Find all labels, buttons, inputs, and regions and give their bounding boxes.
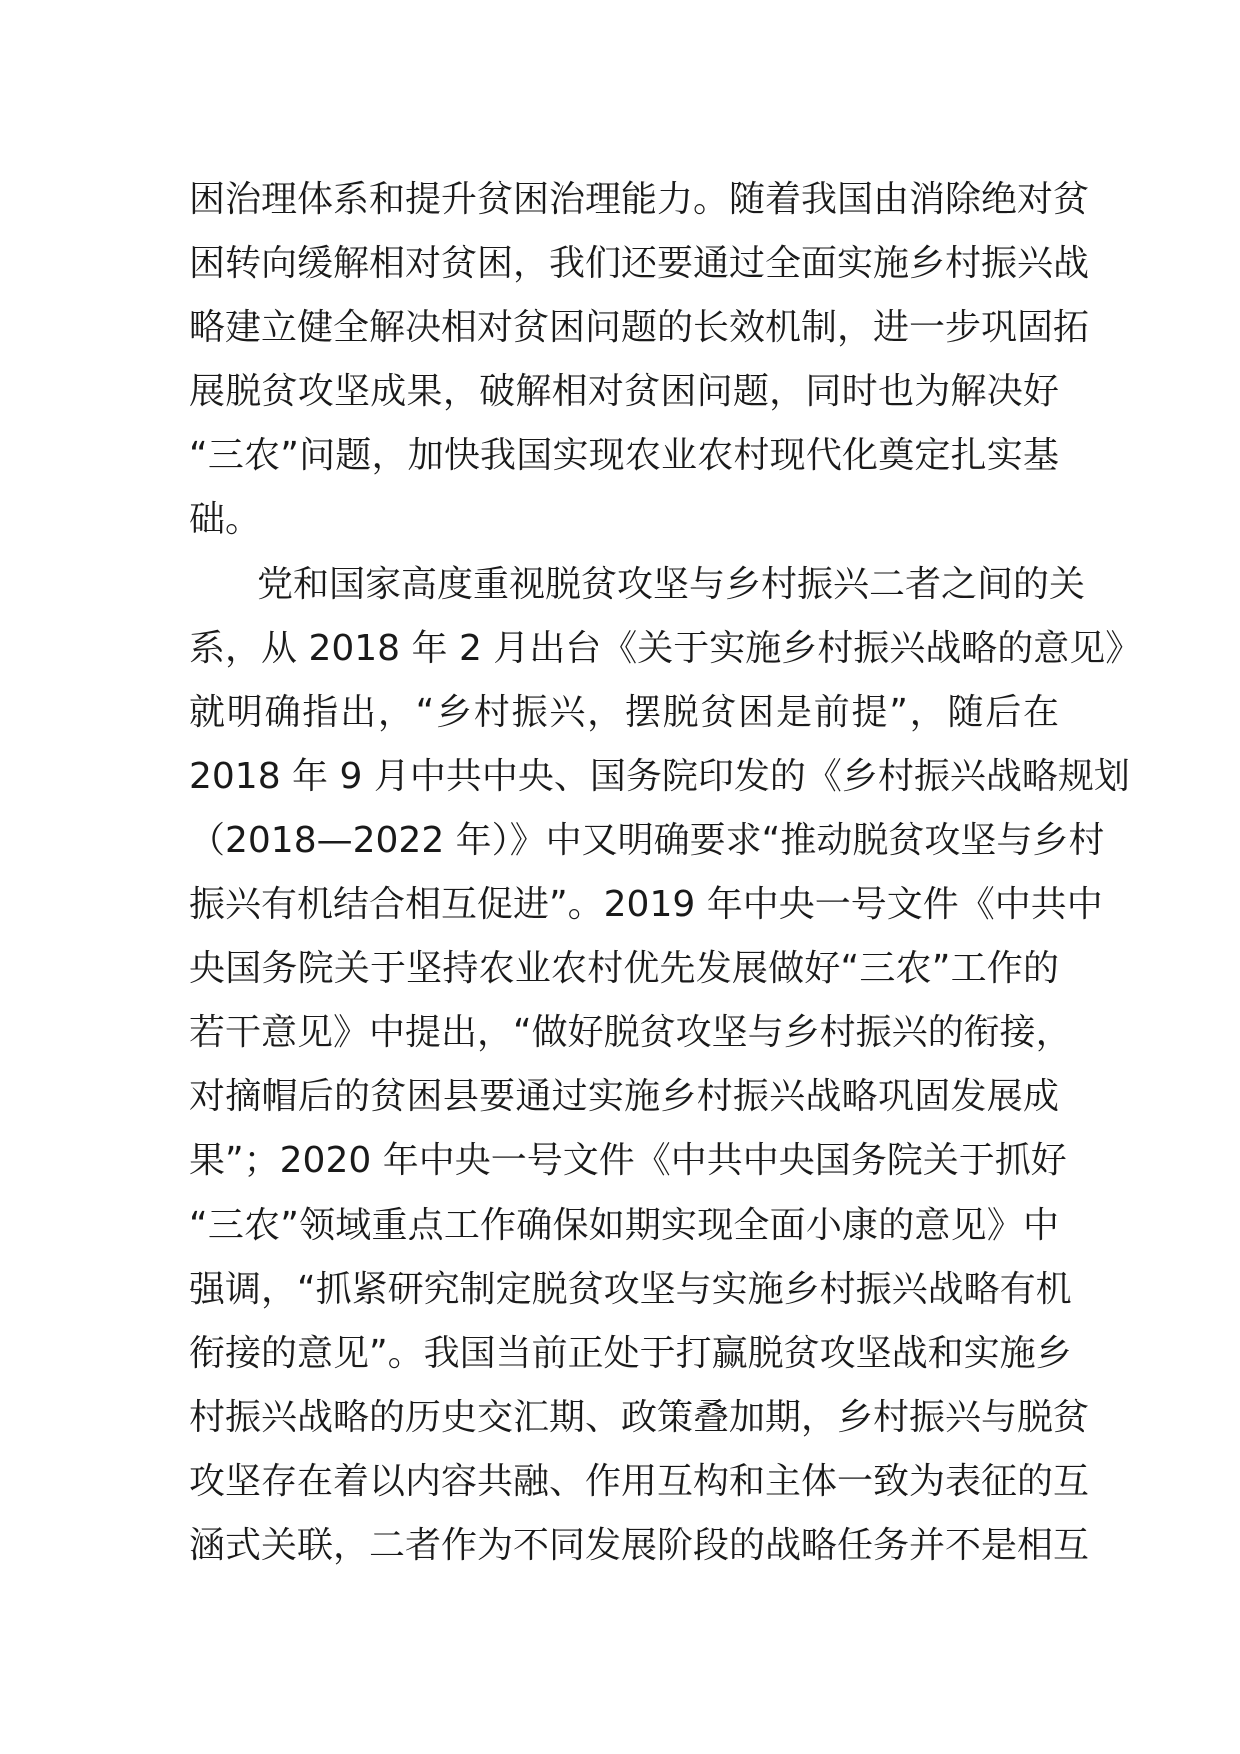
text-line: 就明确指出，“乡村振兴，摆脱贫困是前提”，随后在 [189, 691, 1059, 733]
text-line: 央国务院关于坚持农业农村优先发展做好“三农”工作的 [189, 948, 1059, 990]
text-line-indented: 党和国家高度重视脱贫攻坚与乡村振兴二者之间的关 [257, 563, 1086, 605]
text-line: 2018 年 9 月中共中央、国务院印发的《乡村振兴战略规划 [189, 755, 1130, 797]
text-line: 础。 [189, 499, 262, 541]
text-line: 若干意见》中提出，“做好脱贫攻坚与乡村振兴的衔接， [189, 1012, 1072, 1054]
text-line: 振兴有机结合相互促进”。2019 年中央一号文件《中共中 [189, 884, 1103, 926]
text-line: 强调，“抓紧研究制定脱贫攻坚与实施乡村振兴战略有机 [189, 1268, 1072, 1310]
text-line: 系，从 2018 年 2 月出台《关于实施乡村振兴战略的意见》 [189, 627, 1142, 669]
text-line: 村振兴战略的历史交汇期、政策叠加期，乡村振兴与脱贫 [189, 1396, 1090, 1438]
text-line: 攻坚存在着以内容共融、作用互构和主体一致为表征的互 [189, 1460, 1090, 1502]
text-line: 略建立健全解决相对贫困问题的长效机制，进一步巩固拓 [189, 307, 1090, 349]
text-line: “三农”问题，加快我国实现农业农村现代化奠定扎实基 [189, 435, 1059, 477]
text-line: （2018—2022 年）》中又明确要求“推动脱贫攻坚与乡村 [189, 819, 1105, 861]
text-line: 衔接的意见”。我国当前正处于打赢脱贫攻坚战和实施乡 [189, 1332, 1072, 1374]
text-line: 困治理体系和提升贫困治理能力。随着我国由消除绝对贫 [189, 179, 1090, 220]
text-line: “三农”领域重点工作确保如期实现全面小康的意见》中 [189, 1204, 1059, 1246]
text-line: 困转向缓解相对贫困，我们还要通过全面实施乡村振兴战 [189, 243, 1090, 285]
text-line: 果”；2020 年中央一号文件《中共中央国务院关于抓好 [189, 1140, 1067, 1182]
text-line: 展脱贫攻坚成果，破解相对贫困问题，同时也为解决好 [189, 371, 1059, 413]
text-line: 对摘帽后的贫困县要通过实施乡村振兴战略巩固发展成 [189, 1076, 1059, 1118]
body-text [189, 168, 1142, 1578]
text-line: 涵式关联，二者作为不同发展阶段的战略任务并不是相互 [189, 1524, 1090, 1566]
